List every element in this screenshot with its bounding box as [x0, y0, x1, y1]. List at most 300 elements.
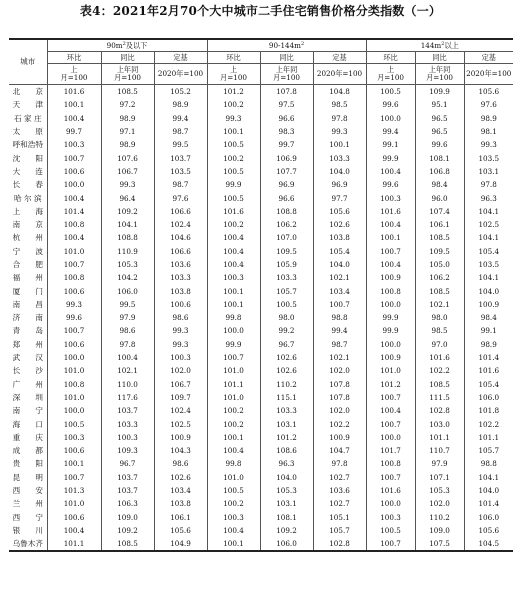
- index-value: 98.6: [154, 457, 207, 470]
- index-value: 100.5: [207, 191, 260, 204]
- index-value: 102.1: [313, 271, 366, 284]
- base-header-yoy: 上年同 月=100: [415, 64, 464, 85]
- city-name: 昆 明: [9, 471, 47, 484]
- index-value: 102.2: [478, 419, 500, 429]
- table-row: [9, 311, 513, 324]
- city-name: 石 家 庄: [9, 112, 47, 125]
- index-value: 100.4: [207, 245, 260, 258]
- city-name: 太 原: [9, 125, 47, 138]
- index-value: 101.0: [47, 497, 101, 510]
- index-value: 100.3: [366, 191, 415, 204]
- index-value: 99.9: [207, 338, 260, 351]
- index-value: 103.1: [260, 497, 313, 510]
- price-index-table: [9, 38, 513, 552]
- table-row: [9, 391, 513, 404]
- table-row: [9, 484, 513, 497]
- index-value: 100.0: [47, 351, 101, 364]
- table-row: [9, 471, 513, 484]
- sub-header-yoy: 同比: [260, 52, 313, 64]
- table-row: [9, 497, 513, 510]
- index-value: 99.5: [101, 298, 154, 311]
- index-value: 105.7: [478, 446, 500, 456]
- index-value: 101.4: [47, 205, 101, 218]
- index-value: 105.6: [478, 87, 500, 97]
- index-value: 102.6: [313, 218, 366, 231]
- index-value: 101.0: [47, 391, 101, 404]
- index-value: 98.1: [480, 127, 497, 137]
- index-value: 100.1: [313, 138, 366, 151]
- index-value: 100.6: [47, 165, 101, 178]
- index-value: 100.0: [207, 324, 260, 337]
- index-value: 107.8: [313, 378, 366, 391]
- index-value: 100.5: [366, 524, 415, 537]
- index-value: 106.2: [260, 218, 313, 231]
- city-name: 深 圳: [9, 391, 47, 404]
- index-value: 99.9: [207, 178, 260, 191]
- index-value: 105.6: [478, 525, 500, 535]
- index-value: 104.6: [154, 231, 207, 244]
- index-value: 98.7: [313, 338, 366, 351]
- index-value: 100.3: [154, 351, 207, 364]
- table-row: [9, 178, 513, 191]
- table-row: [9, 537, 513, 551]
- index-value: 100.6: [47, 511, 101, 524]
- index-value: 103.5: [478, 153, 500, 163]
- index-value: 100.1: [207, 298, 260, 311]
- index-value: 102.5: [478, 220, 500, 230]
- index-value: 106.1: [154, 511, 207, 524]
- index-value: 100.0: [366, 431, 415, 444]
- index-value: 101.1: [478, 432, 500, 442]
- table-row: [9, 218, 513, 231]
- city-name: 福 州: [9, 271, 47, 284]
- base-header-base: 2020年=100: [464, 64, 513, 85]
- index-value: 100.7: [366, 417, 415, 430]
- index-value: 101.6: [366, 484, 415, 497]
- city-name: 重 庆: [9, 431, 47, 444]
- index-value: 101.0: [47, 364, 101, 377]
- index-value: 110.7: [415, 444, 464, 457]
- index-value: 105.3: [101, 258, 154, 271]
- sub-header-base: 定基: [313, 52, 366, 64]
- table-row: [9, 165, 513, 178]
- table-row: [9, 245, 513, 258]
- index-value: 101.1: [47, 537, 101, 551]
- index-value: 109.0: [101, 511, 154, 524]
- index-value: 96.6: [260, 112, 313, 125]
- index-value: 103.3: [260, 271, 313, 284]
- index-value: 105.2: [154, 85, 207, 99]
- index-value: 100.8: [47, 271, 101, 284]
- index-value: 100.7: [366, 391, 415, 404]
- index-value: 99.9: [366, 311, 415, 324]
- index-value: 96.0: [415, 191, 464, 204]
- city-name: 郑 州: [9, 338, 47, 351]
- index-value: 100.7: [47, 151, 101, 164]
- index-value: 98.5: [313, 98, 366, 111]
- index-value: 104.8: [313, 85, 366, 99]
- index-value: 100.4: [207, 258, 260, 271]
- index-value: 100.4: [47, 231, 101, 244]
- index-value: 101.7: [366, 444, 415, 457]
- index-value: 100.4: [366, 258, 415, 271]
- index-value: 99.6: [366, 178, 415, 191]
- index-value: 105.4: [478, 379, 500, 389]
- index-value: 98.4: [480, 313, 497, 323]
- index-value: 100.4: [207, 524, 260, 537]
- index-value: 99.2: [260, 324, 313, 337]
- index-value: 102.7: [313, 471, 366, 484]
- sub-header-base: 定基: [154, 52, 207, 64]
- index-value: 100.3: [207, 511, 260, 524]
- city-name: 长 沙: [9, 364, 47, 377]
- index-value: 106.7: [101, 165, 154, 178]
- index-value: 100.5: [260, 298, 313, 311]
- index-value: 98.0: [260, 311, 313, 324]
- index-value: 105.4: [313, 245, 366, 258]
- table-row: [9, 151, 513, 164]
- index-value: 103.4: [313, 284, 366, 297]
- index-value: 100.9: [154, 431, 207, 444]
- city-name: 大 连: [9, 165, 47, 178]
- table-row: [9, 444, 513, 457]
- city-name: 西 宁: [9, 511, 47, 524]
- index-value: 101.8: [478, 406, 500, 416]
- index-value: 100.0: [47, 178, 101, 191]
- index-value: 100.4: [207, 231, 260, 244]
- index-value: 103.1: [478, 166, 500, 176]
- index-value: 97.6: [480, 100, 497, 110]
- city-name: 海 口: [9, 417, 47, 430]
- index-value: 100.7: [366, 537, 415, 551]
- index-value: 99.3: [154, 338, 207, 351]
- index-value: 104.7: [313, 444, 366, 457]
- city-name: 乌鲁木齐: [9, 537, 47, 551]
- group-header-small: $90m^2$及以下: [47, 39, 207, 52]
- index-value: 102.0: [415, 497, 464, 510]
- index-value: 106.3: [101, 497, 154, 510]
- index-value: 99.4: [313, 324, 366, 337]
- index-value: 108.6: [260, 444, 313, 457]
- index-value: 104.0: [313, 165, 366, 178]
- sub-header-mom: 环比: [47, 52, 101, 64]
- index-value: 100.6: [47, 444, 101, 457]
- index-value: 100.3: [366, 511, 415, 524]
- index-value: 104.1: [478, 206, 500, 216]
- page-title: 表4：2021年2月70个大中城市二手住宅销售价格分类指数（一）: [79, 4, 442, 18]
- index-value: 101.2: [207, 85, 260, 99]
- index-value: 102.6: [260, 364, 313, 377]
- index-value: 106.0: [478, 392, 500, 402]
- index-value: 100.8: [47, 218, 101, 231]
- index-value: 100.7: [313, 298, 366, 311]
- index-value: 110.2: [415, 511, 464, 524]
- base-header-yoy: 上年同 月=100: [101, 64, 154, 85]
- index-value: 100.3: [207, 271, 260, 284]
- index-value: 106.7: [154, 378, 207, 391]
- city-name: 银 川: [9, 524, 47, 537]
- index-value: 106.9: [260, 151, 313, 164]
- index-value: 103.5: [154, 165, 207, 178]
- index-value: 102.0: [313, 404, 366, 417]
- index-value: 103.7: [101, 484, 154, 497]
- base-header-mom: 上 月=100: [207, 64, 260, 85]
- index-value: 101.2: [260, 431, 313, 444]
- index-value: 117.6: [101, 391, 154, 404]
- index-value: 102.2: [313, 417, 366, 430]
- index-value: 99.4: [154, 112, 207, 125]
- index-value: 101.0: [207, 364, 260, 377]
- index-value: 105.9: [260, 258, 313, 271]
- base-header-base: 2020年=100: [313, 64, 366, 85]
- index-value: 100.7: [47, 258, 101, 271]
- index-value: 109.9: [415, 85, 464, 99]
- index-value: 106.6: [154, 205, 207, 218]
- index-value: 98.6: [154, 311, 207, 324]
- table-row: [9, 284, 513, 297]
- index-value: 109.5: [415, 245, 464, 258]
- index-value: 96.7: [101, 457, 154, 470]
- index-value: 100.6: [47, 284, 101, 297]
- index-value: 99.3: [480, 140, 497, 150]
- index-value: 110.2: [260, 378, 313, 391]
- index-value: 108.5: [101, 85, 154, 99]
- index-value: 98.9: [480, 339, 497, 349]
- index-value: 100.4: [366, 165, 415, 178]
- index-value: 100.2: [207, 218, 260, 231]
- index-value: 97.7: [313, 191, 366, 204]
- table-row: [9, 298, 513, 311]
- index-value: 96.4: [101, 191, 154, 204]
- index-value: 106.0: [101, 284, 154, 297]
- index-value: 99.7: [47, 125, 101, 138]
- city-name: 西 安: [9, 484, 47, 497]
- index-value: 99.6: [415, 138, 464, 151]
- index-value: 97.8: [313, 457, 366, 470]
- index-value: 98.7: [154, 125, 207, 138]
- index-value: 103.4: [154, 484, 207, 497]
- index-value: 100.4: [47, 191, 101, 204]
- index-value: 96.9: [313, 178, 366, 191]
- index-value: 100.4: [101, 351, 154, 364]
- index-value: 95.1: [415, 98, 464, 111]
- index-value: 109.2: [101, 524, 154, 537]
- city-name: 青 岛: [9, 324, 47, 337]
- index-value: 108.5: [415, 231, 464, 244]
- index-value: 98.6: [101, 324, 154, 337]
- index-value: 99.5: [154, 138, 207, 151]
- index-value: 99.4: [366, 125, 415, 138]
- index-value: 99.9: [366, 151, 415, 164]
- index-value: 96.7: [260, 338, 313, 351]
- index-value: 103.3: [313, 151, 366, 164]
- index-value: 105.3: [260, 484, 313, 497]
- index-value: 101.6: [478, 366, 500, 376]
- index-value: 100.1: [207, 431, 260, 444]
- index-value: 106.0: [478, 512, 500, 522]
- index-value: 100.7: [47, 324, 101, 337]
- index-value: 107.8: [260, 85, 313, 99]
- index-value: 108.1: [415, 151, 464, 164]
- group-header-medium: $90-144m^2$: [207, 39, 366, 52]
- index-value: 99.8: [207, 457, 260, 470]
- index-value: 97.8: [313, 112, 366, 125]
- index-value: 108.5: [101, 537, 154, 551]
- index-value: 105.7: [260, 284, 313, 297]
- index-value: 100.1: [207, 537, 260, 551]
- index-value: 100.1: [366, 231, 415, 244]
- index-value: 100.5: [207, 138, 260, 151]
- index-value: 102.2: [415, 364, 464, 377]
- index-value: 107.8: [313, 391, 366, 404]
- index-value: 103.7: [101, 404, 154, 417]
- index-value: 101.0: [366, 364, 415, 377]
- city-name: 哈 尔 滨: [9, 191, 47, 204]
- index-value: 99.1: [480, 326, 497, 336]
- city-name: 上 海: [9, 205, 47, 218]
- index-value: 100.4: [47, 112, 101, 125]
- index-value: 100.2: [207, 151, 260, 164]
- table-row: [9, 231, 513, 244]
- index-value: 100.9: [313, 431, 366, 444]
- index-value: 100.9: [366, 351, 415, 364]
- index-value: 100.8: [366, 284, 415, 297]
- index-value: 97.2: [101, 98, 154, 111]
- index-value: 96.6: [260, 191, 313, 204]
- index-value: 100.6: [154, 298, 207, 311]
- index-value: 99.3: [101, 178, 154, 191]
- city-name: 贵 阳: [9, 457, 47, 470]
- index-value: 100.2: [207, 404, 260, 417]
- index-value: 103.3: [101, 417, 154, 430]
- index-value: 109.2: [101, 205, 154, 218]
- index-value: 102.8: [313, 537, 366, 551]
- index-value: 110.9: [101, 245, 154, 258]
- index-value: 101.1: [207, 378, 260, 391]
- index-value: 102.5: [154, 417, 207, 430]
- index-value: 97.5: [260, 98, 313, 111]
- sub-header-mom: 环比: [366, 52, 415, 64]
- index-value: 99.6: [366, 98, 415, 111]
- table-row: [9, 98, 513, 111]
- index-value: 96.9: [260, 178, 313, 191]
- city-name: 南 京: [9, 218, 47, 231]
- table-row: [9, 511, 513, 524]
- index-value: 96.5: [415, 125, 464, 138]
- index-value: 100.6: [47, 338, 101, 351]
- city-name: 呼和浩特: [9, 138, 47, 151]
- table-row: [9, 258, 513, 271]
- index-value: 101.3: [47, 484, 101, 497]
- index-value: 99.3: [207, 112, 260, 125]
- city-name: 济 南: [9, 311, 47, 324]
- index-value: 98.9: [154, 98, 207, 111]
- table-row: [9, 125, 513, 138]
- index-value: 102.8: [415, 404, 464, 417]
- index-value: 100.1: [207, 125, 260, 138]
- index-value: 105.6: [313, 205, 366, 218]
- index-value: 115.1: [260, 391, 313, 404]
- index-value: 106.8: [415, 165, 464, 178]
- index-value: 100.0: [366, 298, 415, 311]
- index-value: 103.3: [154, 271, 207, 284]
- index-value: 99.7: [260, 138, 313, 151]
- table-row: [9, 324, 513, 337]
- index-value: 98.5: [415, 324, 464, 337]
- sub-header-yoy: 同比: [415, 52, 464, 64]
- index-value: 103.8: [313, 231, 366, 244]
- group-header-large: $144m^2$以上: [366, 39, 513, 52]
- index-value: 98.4: [415, 178, 464, 191]
- index-value: 97.8: [101, 338, 154, 351]
- index-value: 103.8: [154, 284, 207, 297]
- table-row: [9, 378, 513, 391]
- index-value: 103.7: [101, 471, 154, 484]
- index-value: 100.0: [47, 404, 101, 417]
- index-value: 107.4: [415, 205, 464, 218]
- index-value: 100.7: [366, 245, 415, 258]
- index-value: 102.1: [313, 351, 366, 364]
- table-row: [9, 85, 513, 99]
- index-value: 100.0: [366, 112, 415, 125]
- index-value: 101.0: [47, 245, 101, 258]
- index-value: 107.5: [415, 537, 464, 551]
- sub-header-base: 定基: [464, 52, 513, 64]
- index-value: 109.7: [154, 391, 207, 404]
- index-value: 96.5: [415, 112, 464, 125]
- index-value: 101.2: [366, 378, 415, 391]
- table-row: [9, 338, 513, 351]
- sub-header-yoy: 同比: [101, 52, 154, 64]
- index-value: 100.4: [47, 524, 101, 537]
- index-value: 109.3: [101, 444, 154, 457]
- index-value: 100.5: [366, 85, 415, 99]
- index-value: 98.9: [101, 138, 154, 151]
- index-value: 107.6: [101, 151, 154, 164]
- index-value: 96.3: [260, 457, 313, 470]
- index-value: 107.1: [415, 471, 464, 484]
- index-value: 97.8: [480, 180, 497, 190]
- index-value: 102.0: [313, 364, 366, 377]
- table-row: [9, 205, 513, 218]
- index-value: 101.6: [415, 351, 464, 364]
- index-value: 110.0: [101, 378, 154, 391]
- index-value: 99.1: [366, 138, 415, 151]
- index-value: 106.2: [415, 271, 464, 284]
- city-name: 成 都: [9, 444, 47, 457]
- city-name: 合 肥: [9, 258, 47, 271]
- index-value: 100.2: [207, 98, 260, 111]
- index-value: 102.4: [154, 404, 207, 417]
- index-value: 100.5: [207, 484, 260, 497]
- index-value: 102.1: [415, 298, 464, 311]
- index-value: 104.0: [478, 286, 500, 296]
- index-value: 100.7: [207, 351, 260, 364]
- index-value: 100.0: [366, 338, 415, 351]
- city-name: 兰 州: [9, 497, 47, 510]
- index-value: 97.6: [154, 191, 207, 204]
- index-value: 109.5: [260, 245, 313, 258]
- index-value: 104.0: [260, 471, 313, 484]
- index-value: 103.6: [313, 484, 366, 497]
- index-value: 100.1: [207, 284, 260, 297]
- index-value: 107.0: [260, 231, 313, 244]
- index-value: 109.0: [415, 524, 464, 537]
- table-row: [9, 524, 513, 537]
- index-value: 101.6: [207, 205, 260, 218]
- city-name: 武 汉: [9, 351, 47, 364]
- base-header-mom: 上 月=100: [366, 64, 415, 85]
